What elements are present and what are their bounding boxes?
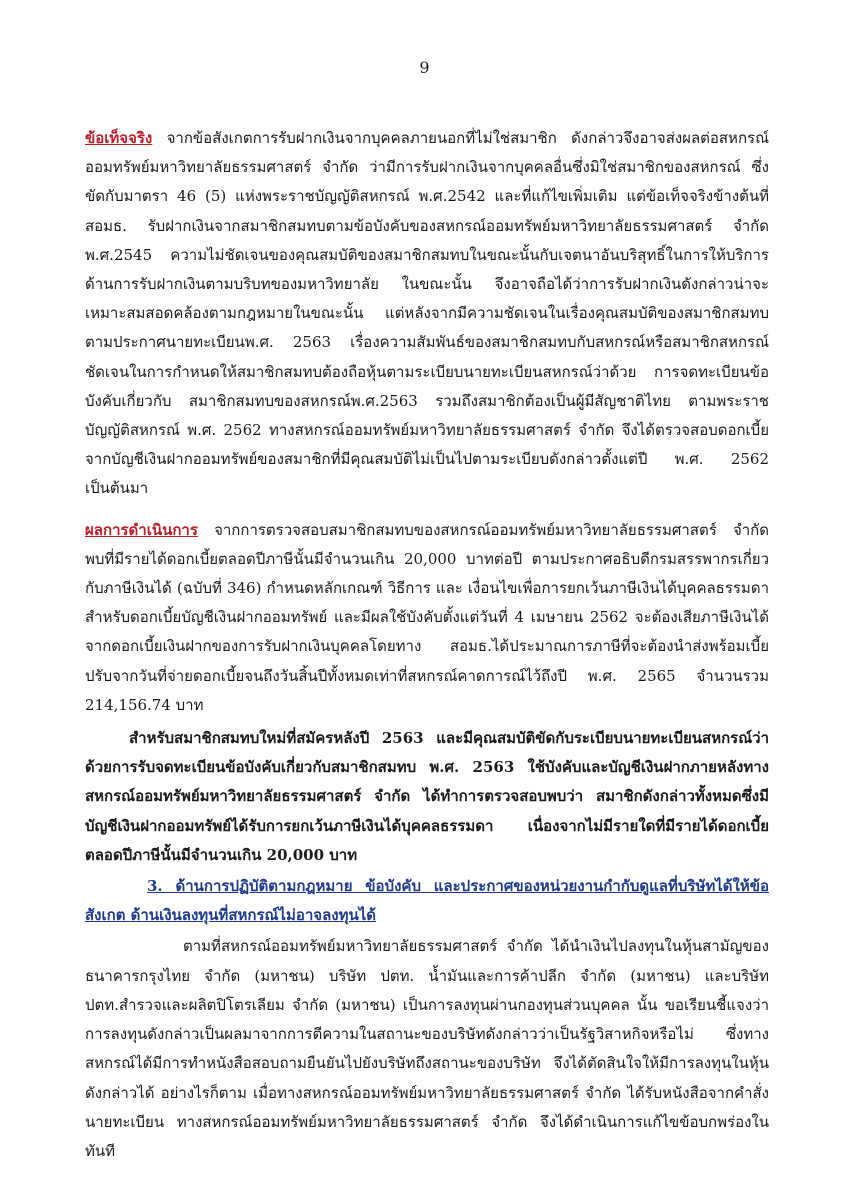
fact-heading: ข้อเท็จจริง	[85, 129, 153, 147]
section-3-body: ตามที่สหกรณ์ออมทรัพย์มหาวิทยาลัยธรรมศาสตร์ จำกัด ได้นำเงินไปลงทุนในหุ้นสามัญของธนาคารกรุงไทย จำกัด (มหาชน) บริษัท ปตท. น้ำมันและการค้าปลีก จำกัด (มหาชน) และบริษัท ปตท.สำรวจและผลิตปิโตรเลียม จำกัด (มหาชน) เป็นการลงทุนผ่านกองทุนส่วนบุคคล นั้น ขอเรียนชี้แจงว่า การลงทุนดังกล่าวเป็นผลมาจากการตีความในสถานะของบริษัทดังกล่าวว่าเป็นรัฐวิสาหกิจหรือไม่ ซึ่งทางสหกรณ์ได้มีการทำหนังสือสอบถามยืนยันไปยังบริษัทถึงสถานะของบริษัท จึงได้ตัดสินใจให้มีการลงทุนในหุ้นดังกล่าวได้ อย่างไรก็ตาม เมื่อทางสหกรณ์ออมทรัพย์มหาวิทยาลัยธรรมศาสตร์ จำกัด ได้รับหนังสือจากคำสั่งนายทะเบียน ทางสหกรณ์ออมทรัพย์มหาวิทยาลัยธรรมศาสตร์ จำกัด จึงได้ดำเนินการแก้ไขข้อบกพร่องในทันที	[85, 937, 769, 1160]
new-members-paragraph: สำหรับสมาชิกสมทบใหม่ที่สมัครหลังปี 2563 และมีคุณสมบัติขัดกับระเบียบนายทะเบียนสหกรณ์ว่าด้วยการรับจดทะเบียนข้อบังคับเกี่ยวกับสมาชิกสมทบ พ.ศ. 2563 ใช้บังคับและบัญชีเงินฝากภายหลังทางสหกรณ์ออมทรัพย์มหาวิทยาลัยธรรมศาสตร์ จำกัด ได้ทำการตรวจสอบพบว่า สมาชิกดังกล่าวทั้งหมดซึ่งมีบัญชีเงินฝากออมทรัพย์ได้รับการยกเว้นภาษีเงินได้บุคคลธรรมดา เนื่องจากไม่มีรายใดที่มีรายได้ดอกเบี้ยตลอดปีภาษีนั้นมีจำนวนเกิน 20,000 บาท	[85, 729, 769, 864]
fact-paragraph	[85, 124, 769, 504]
result-heading: ผลการดำเนินการ	[85, 520, 198, 539]
fact-text: จากข้อสังเกตการรับฝากเงินจากบุคคลภายนอกที่ไม่ใช่สมาชิก ดังกล่าวจึงอาจส่งผลต่อสหกรณ์ออมทรัพย์มหาวิทยาลัยธรรมศาสตร์ จำกัด ว่ามีการรับฝากเงินจากบุคคลอื่นซึ่งมิใช่สมาชิกของสหกรณ์ ซึ่งขัดกับมาตรา 46 (5) แห่งพระราชบัญญัติสหกรณ์ พ.ศ.2542 และที่แก้ไขเพิ่มเติม แต่ข้อเท็จจริงข้างต้นที่ สอมธ. รับฝากเงินจากสมาชิกสมทบตามข้อบังคับของสหกรณ์ออมทรัพย์มหาวิทยาลัยธรรมศาสตร์ จำกัด พ.ศ.2545 ความไม่ชัดเจนของคุณสมบัติของสมาชิกสมทบในขณะนั้นกับเจตนาอันบริสุทธิ์ในการให้บริการด้านการรับฝากเงินตามบริบทของมหาวิทยาลัย ในขณะนั้น จึงอาจถือได้ว่าการรับฝากเงินดังกล่าวน่าจะเหมาะสมสอดคล้องตามกฎหมายในขณะนั้น แต่หลังจากมีความชัดเจนในเรื่องคุณสมบัติของสมาชิกสมทบตามประกาศนายทะเบียนพ.ศ. 2563 เรื่องความสัมพันธ์ของสมาชิกสมทบกับสหกรณ์หรือสมาชิกสหกรณ์ ชัดเจนในการกำหนดให้สมาชิกสมทบต้องถือหุ้นตามระเบียบนายทะเบียนสหกรณ์ว่าด้วย การจดทะเบียนข้อบังคับเกี่ยวกับ สมาชิกสมทบของสหกรณ์พ.ศ.2563 รวมถึงสมาชิกต้องเป็นผู้มีสัญชาติไทย ตามพระราชบัญญัติสหกรณ์ พ.ศ. 2562 ทางสหกรณ์ออมทรัพย์มหาวิทยาลัยธรรมศาสตร์ จำกัด จึงได้ตรวจสอบดอกเบี้ยจากบัญชีเงินฝากออมทรัพย์ของสมาชิกที่มีคุณสมบัติไม่เป็นไปตามระเบียบดังกล่าวตั้งแต่ปี พ.ศ. 2562 เป็นต้นมา	[85, 129, 769, 498]
page-number: 9	[419, 58, 430, 77]
result-text: จากการตรวจสอบสมาชิกสมทบของสหกรณ์ออมทรัพย์มหาวิทยาลัยธรรมศาสตร์ จำกัด พบที่มีรายได้ดอกเบี้ยตลอดปีภาษีนั้นมีจำนวนเกิน 20,000 บาทต่อปี ตามประกาศอธิบดีกรมสรรพากรเกี่ยวกับภาษีเงินได้ (ฉบับที่ 346) กำหนดหลักเกณฑ์ วิธีการ และ เงื่อนไขเพื่อการยกเว้นภาษีเงินได้บุคคลธรรมดาสำหรับดอกเบี้ยบัญชีเงินฝากออมทรัพย์ และมีผลใช้บังคับตั้งแต่วันที่ 4 เมษายน 2562 จะต้องเสียภาษีเงินได้จากดอกเบี้ยเงินฝากของการรับฝากเงินบุคคลโดยทาง สอมธ.ได้ประมาณการภาษีที่จะต้องนำส่งพร้อมเบี้ยปรับจากวันที่จ่ายดอกเบี้ยจนถึงวันสิ้นปีทั้งหมดเท่าที่สหกรณ์คาดการณ์ไว้ถึงปี พ.ศ. 2565 จำนวนรวม 214,156.74 บาท	[85, 520, 769, 714]
section-3-title: 3. ด้านการปฏิบัติตามกฎหมาย ข้อบังคับ และประกาศของหน่วยงานกำกับดูแลที่บริษัทได้ให้ข้อสังเกต ด้านเงินลงทุนที่สหกรณ์ไม่อาจลงทุนได้	[85, 877, 769, 925]
document-body	[85, 124, 769, 1166]
result-paragraph	[85, 516, 769, 720]
